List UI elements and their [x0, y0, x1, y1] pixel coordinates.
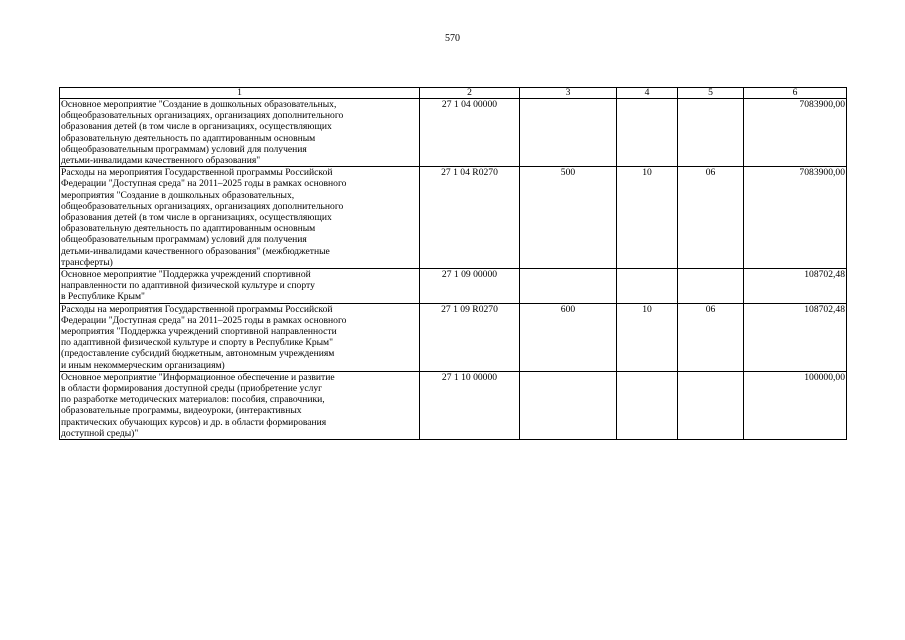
row-code: 27 1 04 00000: [420, 99, 520, 167]
column-header-6: 6: [744, 88, 847, 99]
row-name: Основное мероприятие "Создание в дошкольных образовательных, общеобразовательных организациях, организациях дополнительного образования детей (в том числе в организациях, осуществляющих образовательную деятельность по адаптированным основным общеобразовательным программам) условий для получения детьми-инвалидами качественного образования": [60, 99, 420, 167]
table-row: [60, 269, 847, 304]
row-amount: 108702,48: [744, 303, 847, 371]
row-col3: 600: [520, 303, 617, 371]
table-body: [60, 99, 847, 440]
row-name: Основное мероприятие "Поддержка учреждений спортивной направленности по адаптивной физической культуре и спорту в Республике Крым": [60, 269, 420, 304]
row-name: Расходы на мероприятия Государственной программы Российской Федерации "Доступная среда" на 2011–2025 годы в рамках основного мероприятия "Создание в дошкольных образовательных, общеобразовательных организациях, организациях дополнительного образования детей (в том числе в организациях, осуществляющих образовательную деятельность по адаптированным основным общеобразовательным программам) условий для получения детьми-инвалидами качественного образования" (межбюджетные трансферты): [60, 167, 420, 269]
row-name: Расходы на мероприятия Государственной программы Российской Федерации "Доступная среда" на 2011–2025 годы в рамках основного мероприятия "Поддержка учреждений спортивной направленности по адаптивной физической культуре и спорту в Республике Крым" (предоставление субсидий бюджетным, автономным учреждениям и иным некоммерческим организациям): [60, 303, 420, 371]
row-col4: 10: [617, 167, 678, 269]
row-name: Основное мероприятие "Информационное обеспечение и развитие в области формирования доступной среды (приобретение услуг по разработке методических материалов: пособия, справочники, образовательные программы, видеоуроки, (интерактивных практических обучающих курсов) и др. в области формирования доступной среды)": [60, 371, 420, 439]
row-code: 27 1 09 R0270: [420, 303, 520, 371]
table-row: [60, 99, 847, 167]
row-col3: [520, 269, 617, 304]
column-header-3: 3: [520, 88, 617, 99]
row-code: 27 1 10 00000: [420, 371, 520, 439]
row-col5: 06: [678, 167, 744, 269]
table-header: [60, 88, 847, 99]
table-row: [60, 167, 847, 269]
row-amount: 108702,48: [744, 269, 847, 304]
row-col5: 06: [678, 303, 744, 371]
row-col3: 500: [520, 167, 617, 269]
column-header-4: 4: [617, 88, 678, 99]
row-col5: [678, 371, 744, 439]
column-header-1: 1: [60, 88, 420, 99]
page-number: 570: [445, 33, 460, 44]
row-col4: [617, 269, 678, 304]
row-col5: [678, 269, 744, 304]
table-row: [60, 371, 847, 439]
row-code: 27 1 04 R0270: [420, 167, 520, 269]
row-col5: [678, 99, 744, 167]
row-col4: 10: [617, 303, 678, 371]
row-amount: 100000,00: [744, 371, 847, 439]
row-amount: 7083900,00: [744, 167, 847, 269]
column-header-5: 5: [678, 88, 744, 99]
row-amount: 7083900,00: [744, 99, 847, 167]
column-header-2: 2: [420, 88, 520, 99]
table-row: [60, 303, 847, 371]
header-row: [60, 88, 847, 99]
budget-table: [59, 87, 847, 440]
row-col3: [520, 99, 617, 167]
row-col4: [617, 371, 678, 439]
row-col3: [520, 371, 617, 439]
row-col4: [617, 99, 678, 167]
row-code: 27 1 09 00000: [420, 269, 520, 304]
